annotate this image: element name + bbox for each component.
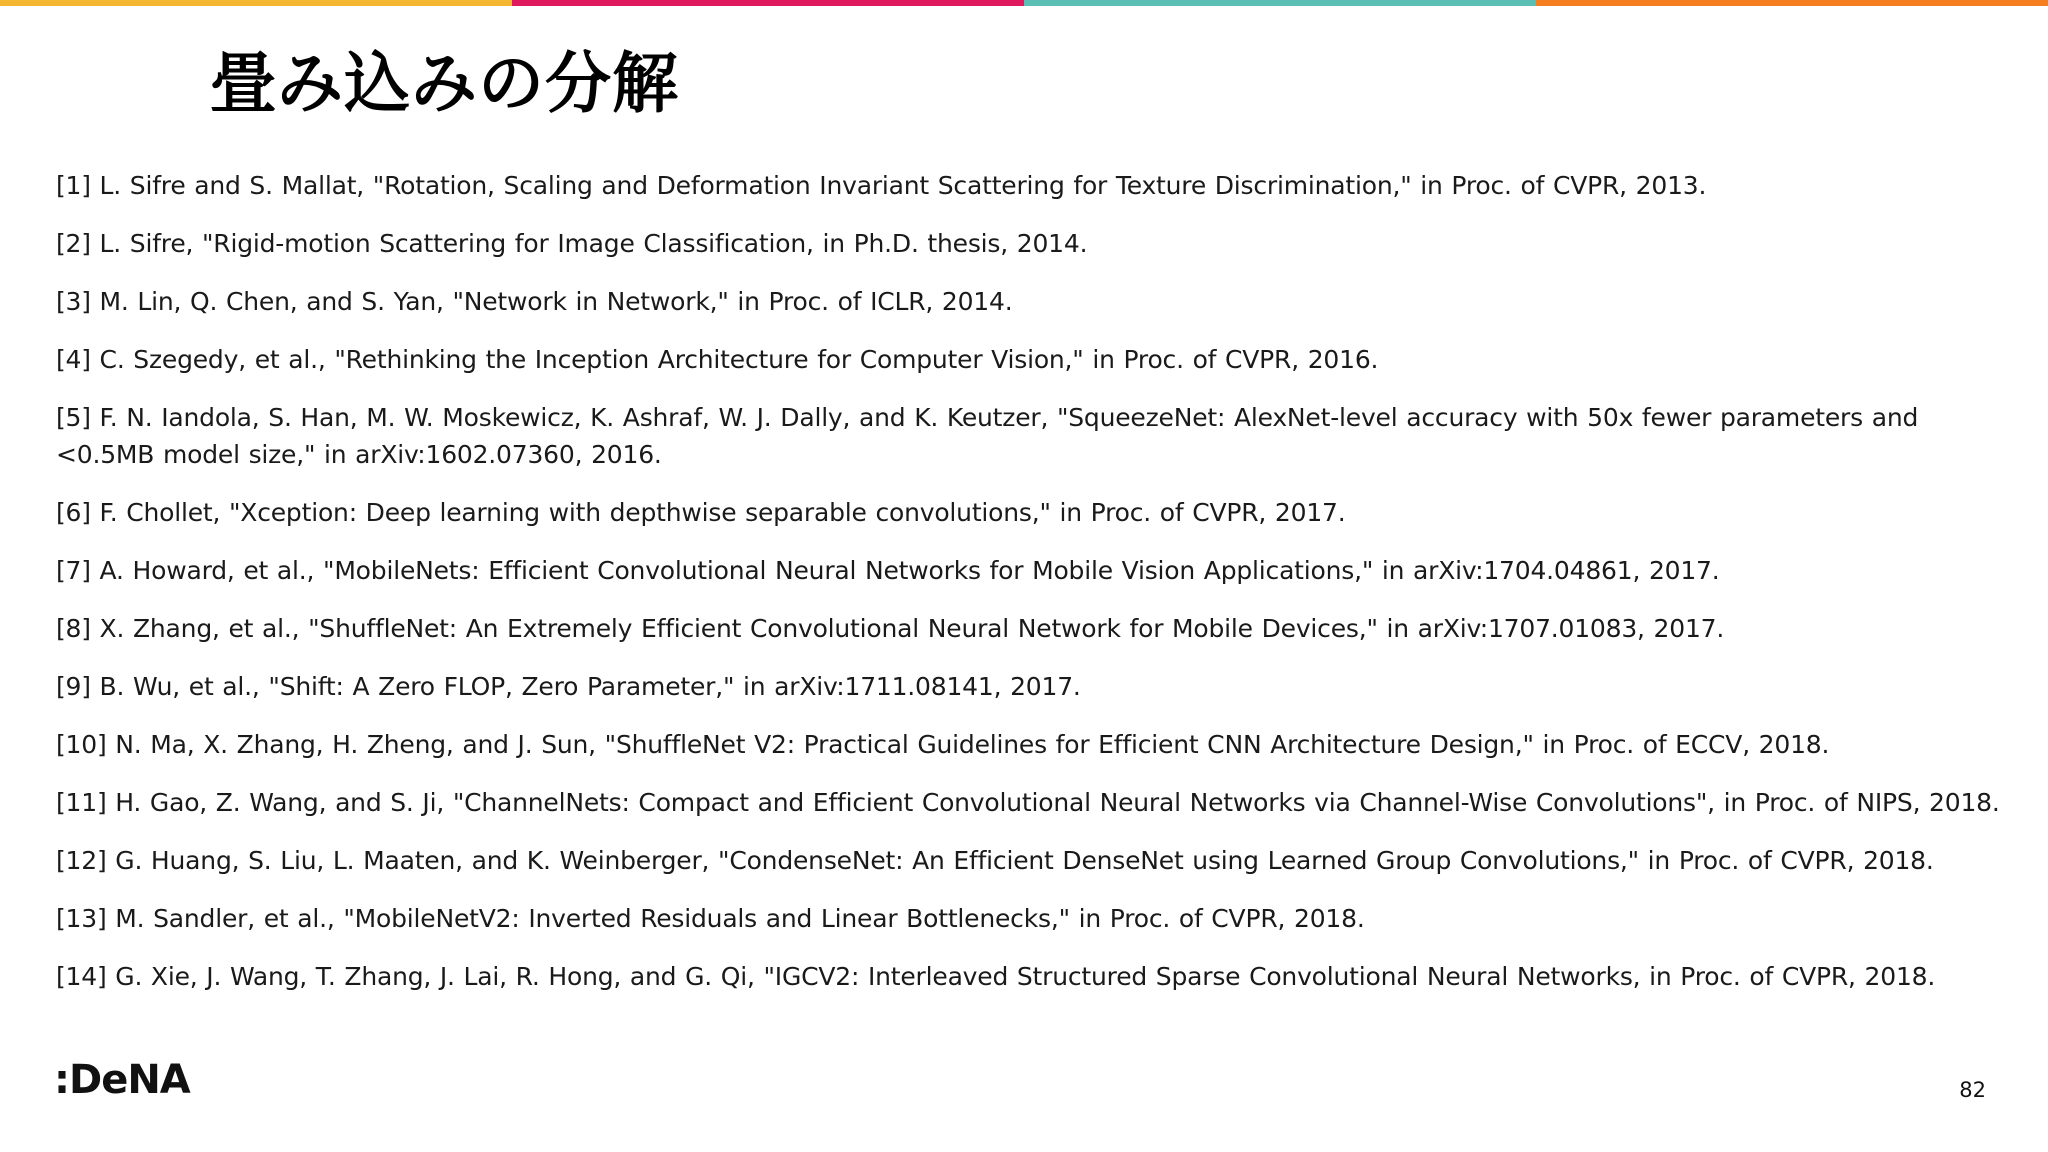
reference-item: [12] G. Huang, S. Liu, L. Maaten, and K. Weinberger, "CondenseNet: An Efficient DenseNet using Learned Group Convolutions," in Proc. of CVPR, 2018.: [56, 846, 1934, 875]
reference-item: [10] N. Ma, X. Zhang, H. Zheng, and J. Sun, "ShuffleNet V2: Practical Guidelines for Efficient CNN Architecture Design," in Proc. of ECCV, 2018.: [56, 730, 1830, 759]
reference-item: [13] M. Sandler, et al., "MobileNetV2: Inverted Residuals and Linear Bottlenecks," in Proc. of CVPR, 2018.: [56, 904, 1365, 933]
slide-title: 畳み込みの分解: [210, 45, 679, 122]
top-color-bar: [0, 0, 2048, 6]
page-number: 82: [1959, 1078, 1986, 1102]
top-bar-segment-yellow: [0, 0, 512, 6]
reference-item: [4] C. Szegedy, et al., "Rethinking the Inception Architecture for Computer Vision," in Proc. of CVPR, 2016.: [56, 345, 1379, 374]
dena-logo: [54, 1056, 190, 1104]
reference-item: [8] X. Zhang, et al., "ShuffleNet: An Extremely Efficient Convolutional Neural Network for Mobile Devices," in arXiv:1707.01083, 2017.: [56, 614, 1725, 643]
reference-item: [1] L. Sifre and S. Mallat, "Rotation, Scaling and Deformation Invariant Scattering for Texture Discrimination," in Proc. of CVPR, 2013.: [56, 171, 1707, 200]
reference-item: [5] F. N. Iandola, S. Han, M. W. Moskewicz, K. Ashraf, W. J. Dally, and K. Keutzer, "SqueezeNet: AlexNet-level accuracy with 50x fewer parameters and <0.5MB model size," in arXiv:1602.07360, 2016.: [56, 403, 1919, 469]
reference-item: [6] F. Chollet, "Xception: Deep learning with depthwise separable convolutions," in Proc. of CVPR, 2017.: [56, 498, 1346, 527]
reference-item: [2] L. Sifre, "Rigid-motion Scattering for Image Classification, in Ph.D. thesis, 2014.: [56, 229, 1088, 258]
dena-logo-text: :DeNA: [54, 1057, 190, 1103]
reference-list: [56, 167, 2016, 1016]
top-bar-segment-orange: [1536, 0, 2048, 6]
reference-item: [7] A. Howard, et al., "MobileNets: Efficient Convolutional Neural Networks for Mobile Vision Applications," in arXiv:1704.04861, 2017.: [56, 556, 1720, 585]
top-bar-segment-teal: [1024, 0, 1536, 6]
reference-item: [14] G. Xie, J. Wang, T. Zhang, J. Lai, R. Hong, and G. Qi, "IGCV2: Interleaved Structured Sparse Convolutional Neural Networks, in Proc. of CVPR, 2018.: [56, 962, 1936, 991]
top-bar-segment-pink: [512, 0, 1024, 6]
reference-item: [3] M. Lin, Q. Chen, and S. Yan, "Network in Network," in Proc. of ICLR, 2014.: [56, 287, 1013, 316]
reference-item: [11] H. Gao, Z. Wang, and S. Ji, "ChannelNets: Compact and Efficient Convolutional Neural Networks via Channel-Wise Convolutions", in Proc. of NIPS, 2018.: [56, 788, 2000, 817]
reference-item: [9] B. Wu, et al., "Shift: A Zero FLOP, Zero Parameter," in arXiv:1711.08141, 2017.: [56, 672, 1081, 701]
